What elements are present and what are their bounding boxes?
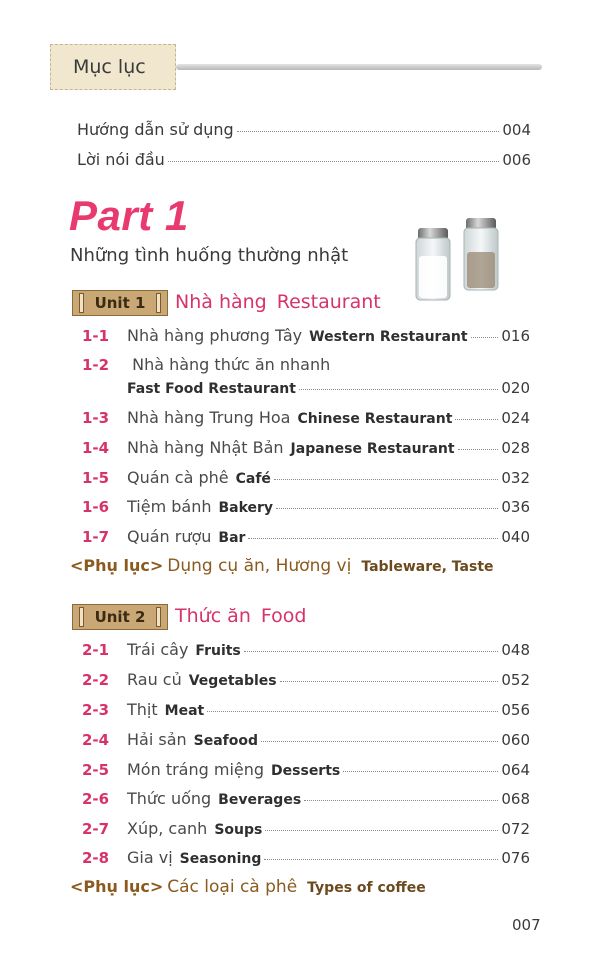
appendix-tag: <Phụ lục>	[70, 877, 164, 896]
unit-badge-label: Unit 1	[94, 294, 146, 312]
entry-label-en: Desserts	[271, 763, 341, 779]
unit-1-badge	[72, 290, 168, 316]
part-subtitle: Những tình huống thường nhật	[70, 245, 349, 266]
entry-page: 076	[501, 849, 530, 867]
unit-1-title	[175, 291, 381, 313]
toc-entry-1-1[interactable]	[82, 326, 530, 345]
dot-leader	[471, 337, 499, 338]
dot-leader	[299, 389, 498, 390]
dot-leader	[207, 711, 498, 712]
unit-2-title	[175, 605, 306, 627]
toc-entry-foreword[interactable]	[77, 150, 531, 169]
appendix-label-en: Tableware, Taste	[361, 559, 494, 575]
entry-page: 016	[501, 327, 530, 345]
entry-number: 2-1	[82, 641, 110, 659]
entry-label-vi: Nhà hàng thức ăn nhanh	[132, 355, 331, 374]
dot-leader	[280, 681, 499, 682]
entry-label: Hướng dẫn sử dụng	[77, 120, 234, 139]
toc-entry-1-3[interactable]	[82, 408, 530, 427]
entry-number: 2-8	[82, 849, 110, 867]
unit-2-badge	[72, 604, 168, 630]
part-title: Part 1	[69, 192, 189, 239]
unit-badge-label: Unit 2	[94, 608, 146, 626]
toc-entry-2-4[interactable]	[82, 730, 530, 749]
toc-entry-2-8[interactable]	[82, 848, 530, 867]
entry-page: 040	[501, 528, 530, 546]
entry-number: 2-4	[82, 731, 110, 749]
entry-label-vi: Nhà hàng Nhật Bản	[127, 438, 284, 457]
toc-entry-2-1[interactable]	[82, 640, 530, 659]
entry-page: 048	[501, 641, 530, 659]
entry-label-vi: Nhà hàng phương Tây	[127, 326, 303, 345]
entry-label-vi: Tiệm bánh	[127, 497, 212, 516]
entry-page: 004	[502, 121, 531, 139]
dot-leader	[304, 800, 498, 801]
entry-number: 1-3	[82, 409, 110, 427]
appendix-tag: <Phụ lục>	[70, 556, 164, 575]
dot-leader	[237, 131, 500, 132]
entry-label-en: Meat	[164, 703, 205, 719]
toc-entry-2-3[interactable]	[82, 700, 530, 719]
unit-2-appendix[interactable]	[70, 877, 426, 897]
toc-header-box	[50, 44, 176, 90]
dot-leader	[455, 419, 498, 420]
entry-page: 052	[501, 671, 530, 689]
entry-label-en: Beverages	[218, 792, 302, 808]
header-rule	[176, 64, 542, 70]
entry-label-vi: Hải sản	[127, 730, 187, 749]
entry-label-en: Western Restaurant	[309, 329, 468, 345]
entry-label-en: Seasoning	[179, 851, 262, 867]
entry-number: 1-6	[82, 498, 110, 516]
entry-number: 1-7	[82, 528, 110, 546]
entry-number: 1-4	[82, 439, 110, 457]
dot-leader	[248, 538, 498, 539]
entry-label-vi: Thịt	[127, 700, 158, 719]
entry-page: 028	[501, 439, 530, 457]
entry-label-vi: Quán rượu	[127, 527, 212, 546]
appendix-label-en: Types of coffee	[307, 880, 426, 896]
entry-page: 032	[501, 469, 530, 487]
dot-leader	[265, 830, 498, 831]
entry-label-vi: Thức uống	[127, 789, 212, 808]
appendix-label-vi: Dụng cụ ăn, Hương vị	[167, 556, 352, 576]
appendix-label-vi: Các loại cà phê	[167, 877, 298, 897]
entry-number: 2-2	[82, 671, 110, 689]
entry-page: 064	[501, 761, 530, 779]
entry-label-en: Vegetables	[188, 673, 277, 689]
dot-leader	[274, 479, 498, 480]
entry-label-en: Café	[235, 471, 271, 487]
unit-title-en: Restaurant	[276, 291, 381, 313]
toc-entry-2-7[interactable]	[82, 819, 530, 838]
entry-number: 1-2	[82, 356, 110, 374]
unit-title-vi: Nhà hàng	[175, 291, 267, 313]
toc-entry-2-2[interactable]	[82, 670, 530, 689]
dot-leader	[244, 651, 499, 652]
dot-leader	[458, 449, 499, 450]
dot-leader	[276, 508, 498, 509]
entry-number: 1-5	[82, 469, 110, 487]
dot-leader	[264, 859, 498, 860]
toc-title: Mục lục	[73, 56, 146, 78]
toc-entry-2-6[interactable]	[82, 789, 530, 808]
entry-label-en: Chinese Restaurant	[297, 411, 453, 427]
entry-number: 2-5	[82, 761, 110, 779]
entry-label-en: Fast Food Restaurant	[127, 381, 296, 397]
entry-page: 036	[501, 498, 530, 516]
entry-number: 2-3	[82, 701, 110, 719]
entry-label-en: Japanese Restaurant	[290, 441, 455, 457]
entry-label-en: Bar	[218, 530, 246, 546]
entry-label-vi: Xúp, canh	[127, 819, 208, 838]
toc-entry-1-4[interactable]	[82, 438, 530, 457]
unit-title-en: Food	[260, 605, 307, 627]
entry-label-vi: Rau củ	[127, 670, 182, 689]
entry-label-vi: Trái cây	[127, 640, 189, 659]
entry-page: 006	[502, 151, 531, 169]
toc-entry-1-2[interactable]	[82, 355, 330, 374]
entry-page: 068	[501, 790, 530, 808]
entry-label-vi: Quán cà phê	[127, 468, 229, 487]
page-number: 007	[512, 916, 541, 934]
entry-page: 072	[501, 820, 530, 838]
toc-entry-1-5[interactable]	[82, 468, 530, 487]
dot-leader	[168, 161, 500, 162]
toc-entry-2-5[interactable]	[82, 760, 530, 779]
entry-number: 1-1	[82, 327, 110, 345]
entry-label-vi: Món tráng miệng	[127, 760, 265, 779]
unit-1-appendix[interactable]	[70, 556, 494, 576]
entry-number: 2-7	[82, 820, 110, 838]
entry-label-vi: Gia vị	[127, 848, 173, 867]
dot-leader	[343, 771, 498, 772]
entry-label-en: Fruits	[195, 643, 241, 659]
entry-label-en: Seafood	[193, 733, 259, 749]
entry-label-vi: Nhà hàng Trung Hoa	[127, 408, 291, 427]
entry-page: 020	[501, 379, 530, 397]
entry-page: 056	[501, 701, 530, 719]
entry-number: 2-6	[82, 790, 110, 808]
unit-title-vi: Thức ăn	[175, 605, 251, 627]
salt-pepper-shakers-icon	[410, 208, 510, 308]
entry-label: Lời nói đầu	[77, 150, 165, 169]
entry-label-en: Bakery	[218, 500, 274, 516]
entry-page: 024	[501, 409, 530, 427]
entry-label-en: Soups	[214, 822, 263, 838]
toc-entry-1-2-continued[interactable]	[127, 379, 530, 397]
toc-entry-1-7[interactable]	[82, 527, 530, 546]
dot-leader	[261, 741, 498, 742]
entry-page: 060	[501, 731, 530, 749]
toc-entry-guide[interactable]	[77, 120, 531, 139]
toc-entry-1-6[interactable]	[82, 497, 530, 516]
